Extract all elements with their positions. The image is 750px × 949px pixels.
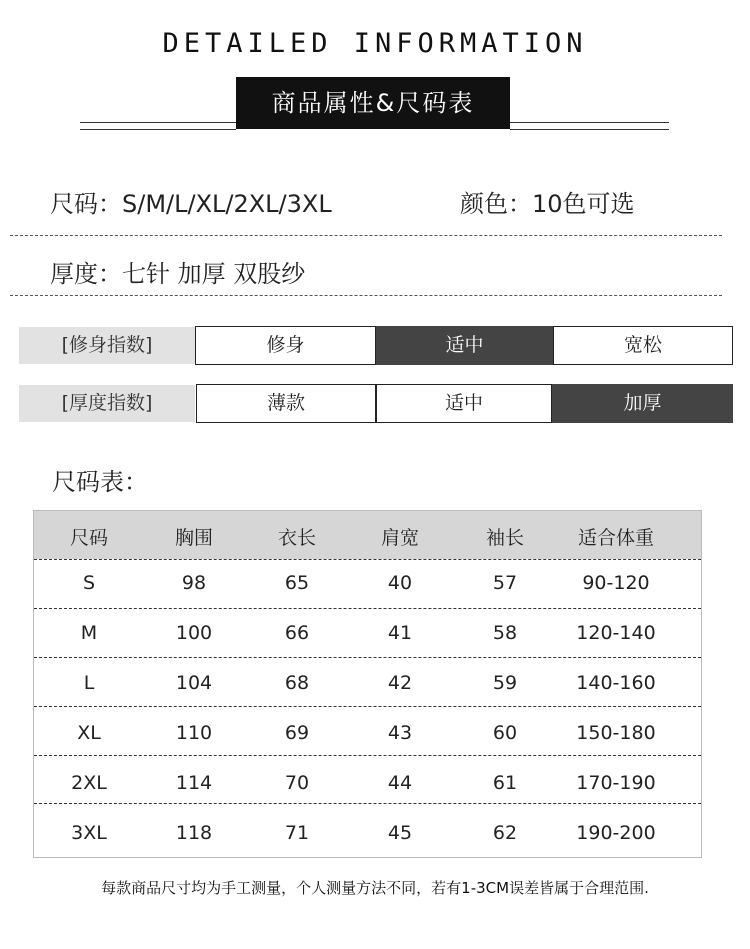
page-title: DETAILED INFORMATION [162,28,588,59]
column-header-length: 衣长 [277,527,316,549]
table-cell-weight: 90-120 [582,572,650,594]
row-divider [34,755,701,756]
color-spec: 颜色：10色可选 [460,190,635,218]
thickness-option-medium: 适中 [376,384,552,423]
table-cell-weight: 150-180 [576,722,656,744]
table-cell-size: 3XL [71,822,107,844]
table-cell-size: XL [77,722,101,744]
header-rule-right-top [510,122,669,123]
fit-option-slim: 修身 [195,326,376,365]
thickness-option-thick: 加厚 [552,384,733,423]
table-cell-shoulder: 45 [387,822,413,844]
table-cell-sleeve: 62 [492,822,518,844]
table-cell-weight: 190-200 [576,822,656,844]
table-cell-chest: 118 [175,822,213,844]
column-header-weight: 适合体重 [577,527,654,549]
table-cell-shoulder: 42 [387,672,413,694]
table-cell-length: 69 [284,722,310,744]
thickness-option-thin: 薄款 [196,384,376,423]
table-cell-weight: 170-190 [576,772,656,794]
table-cell-length: 68 [284,672,310,694]
size-spec: 尺码：S/M/L/XL/2XL/3XL [50,190,332,218]
fit-option-regular: 适中 [376,326,553,365]
table-cell-length: 71 [284,822,310,844]
table-cell-size: L [83,672,95,694]
column-header-sleeve: 袖长 [485,527,524,549]
table-cell-weight: 140-160 [576,672,656,694]
table-cell-sleeve: 58 [492,622,518,644]
fit-option-loose: 宽松 [553,326,733,365]
header-rule-left-top [80,122,236,123]
table-cell-size: M [80,622,98,644]
table-cell-length: 70 [284,772,310,794]
table-cell-size: S [82,572,96,594]
table-cell-sleeve: 60 [492,722,518,744]
divider [10,235,722,236]
table-cell-sleeve: 59 [492,672,518,694]
column-header-chest: 胸围 [174,527,213,549]
size-table [33,510,702,858]
table-cell-weight: 120-140 [576,622,656,644]
row-divider [34,706,701,707]
table-cell-sleeve: 61 [492,772,518,794]
thickness-index-label: [厚度指数] [19,385,195,422]
header-rule-right-bottom [510,129,669,130]
thickness-spec: 厚度：七针 加厚 双股纱 [50,260,306,288]
column-header-shoulder: 肩宽 [380,527,419,549]
header-rule-left-bottom [80,129,236,130]
row-divider [34,608,701,609]
section-subtitle: 商品属性&尺码表 [236,77,510,129]
table-cell-chest: 114 [175,772,213,794]
table-cell-sleeve: 57 [492,572,518,594]
table-cell-chest: 110 [175,722,213,744]
table-cell-shoulder: 40 [387,572,413,594]
row-divider [34,803,701,804]
table-cell-length: 65 [284,572,310,594]
footnote: 每款商品尺寸均为手工测量，个人测量方法不同，若有1-3CM误差皆属于合理范围. [101,879,649,897]
table-cell-shoulder: 41 [387,622,413,644]
size-chart-label: 尺码表： [52,468,148,496]
table-cell-shoulder: 44 [387,772,413,794]
fit-index-label: [修身指数] [19,327,195,364]
table-cell-chest: 100 [175,622,213,644]
table-cell-chest: 104 [175,672,213,694]
table-cell-chest: 98 [181,572,207,594]
divider [10,295,722,296]
table-cell-size: 2XL [71,772,107,794]
row-divider [34,559,701,560]
column-header-size: 尺码 [69,527,108,549]
table-cell-shoulder: 43 [387,722,413,744]
table-cell-length: 66 [284,622,310,644]
row-divider [34,657,701,658]
